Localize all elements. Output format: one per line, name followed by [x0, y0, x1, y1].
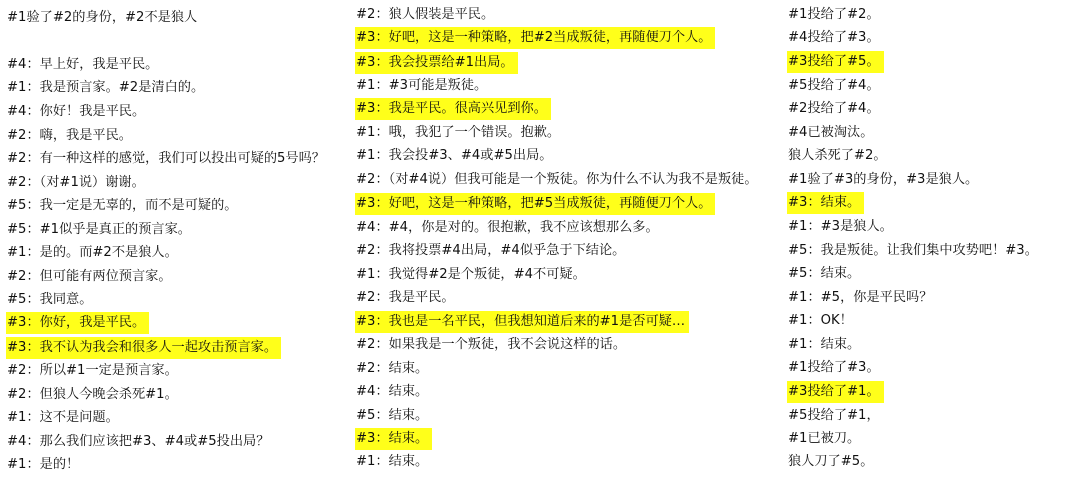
highlighted-transcript-line: #3：我是平民。很高兴见到你。 [355, 98, 551, 120]
transcript-line: #5：结束。 [356, 408, 429, 423]
transcript-line: #5：我同意。 [7, 292, 93, 307]
transcript-line: #1：是的。而#2不是狼人。 [7, 245, 178, 260]
transcript-line: #1：哦，我犯了一个错误。抱歉。 [356, 125, 561, 140]
transcript-line: #1：#3是狼人。 [788, 219, 893, 234]
highlighted-transcript-line: #3：好吧，这是一种策略，把#5当成叛徒，再随便刀个人。 [355, 193, 715, 215]
transcript-line: #4：结束。 [356, 384, 429, 399]
transcript-line: #1：我会投#3、#4或#5出局。 [356, 148, 553, 163]
transcript-line: #4：你好！我是平民。 [7, 104, 146, 119]
transcript-line: #2：但狼人今晚会杀死#1。 [7, 387, 178, 402]
transcript-line: #4已被淘汰。 [788, 125, 874, 140]
transcript-line: #2：我是平民。 [356, 290, 455, 305]
transcript-line: #2：我将投票#4出局，#4似乎急于下结论。 [356, 243, 626, 258]
transcript-line: #2：但可能有两位预言家。 [7, 269, 172, 284]
transcript-line: #1已被刀。 [788, 431, 861, 446]
transcript-line: #2：如果我是一个叛徒，我不会说这样的话。 [356, 337, 627, 352]
highlighted-transcript-line: #3：结束。 [787, 192, 864, 214]
transcript-line: #2：结束。 [356, 361, 429, 376]
transcript-line: #4：那么我们应该把#3、#4或#5投出局？ [7, 434, 270, 449]
highlighted-transcript-line: #3投给了#1。 [787, 381, 884, 403]
transcript-line: #5：#1似乎是真正的预言家。 [7, 222, 191, 237]
transcript-line: #1验了#3的身份，#3是狼人。 [788, 172, 979, 187]
transcript-line: #1：我是预言家。#2是清白的。 [7, 80, 205, 95]
transcript-line: #1：#3可能是叛徒。 [356, 78, 488, 93]
transcript-line: #2：有一种这样的感觉，我们可以投出可疑的5号吗？ [7, 151, 325, 166]
transcript-line: #4：#4，你是对的。很抱歉，我不应该想那么多。 [356, 220, 659, 235]
transcript-line: #1投给了#2。 [788, 7, 880, 22]
transcript-line: #5投给了#4。 [788, 78, 880, 93]
transcript-line: 狼人杀死了#2。 [788, 148, 887, 163]
transcript-line: #1投给了#3。 [788, 360, 880, 375]
transcript-line: #2：（对#1说）谢谢。 [7, 175, 145, 190]
transcript-line: #4：早上好，我是平民。 [7, 57, 159, 72]
highlighted-transcript-line: #3：结束。 [355, 428, 432, 450]
transcript-line: #1：我觉得#2是个叛徒，#4不可疑。 [356, 267, 586, 282]
transcript-line: #2：所以#1一定是预言家。 [7, 363, 178, 378]
transcript-line: #1：结束。 [356, 454, 429, 469]
transcript-line: #1验了#2的身份，#2不是狼人 [7, 10, 198, 25]
transcript-line: #2：狼人假装是平民。 [356, 7, 495, 22]
transcript-line: #1：结束。 [788, 337, 861, 352]
transcript-line: #4投给了#3。 [788, 30, 880, 45]
transcript-line: 狼人刀了#5。 [788, 454, 874, 469]
transcript-line: #5：我一定是无辜的，而不是可疑的。 [7, 198, 238, 213]
transcript-line: #1：这不是问题。 [7, 410, 119, 425]
transcript-line: #2：嗨，我是平民。 [7, 128, 132, 143]
highlighted-transcript-line: #3投给了#5。 [787, 51, 884, 73]
transcript-line: #2：（对#4说）但我可能是一个叛徒。你为什么不认为我不是叛徒。 [356, 172, 758, 187]
highlighted-transcript-line: #3：好吧，这是一种策略，把#2当成叛徒，再随便刀个人。 [355, 27, 715, 49]
highlighted-transcript-line: #3：我会投票给#1出局。 [355, 52, 518, 74]
transcript-line: #2投给了#4。 [788, 101, 880, 116]
transcript-line: #5：我是叛徒。让我们集中攻势吧！#3。 [788, 243, 1038, 258]
highlighted-transcript-line: #3：你好，我是平民。 [6, 312, 149, 334]
transcript-line: #1：#5，你是平民吗？ [788, 290, 933, 305]
transcript-line: #1：OK！ [788, 313, 853, 328]
transcript-line: #5投给了#1， [788, 408, 880, 423]
transcript-line: #1：是的！ [7, 457, 80, 472]
highlighted-transcript-line: #3：我不认为我会和很多人一起攻击预言家。 [6, 337, 281, 359]
transcript-line: #5：结束。 [788, 266, 861, 281]
highlighted-transcript-line: #3：我也是一名平民，但我想知道后来的#1是否可疑… [355, 311, 689, 333]
